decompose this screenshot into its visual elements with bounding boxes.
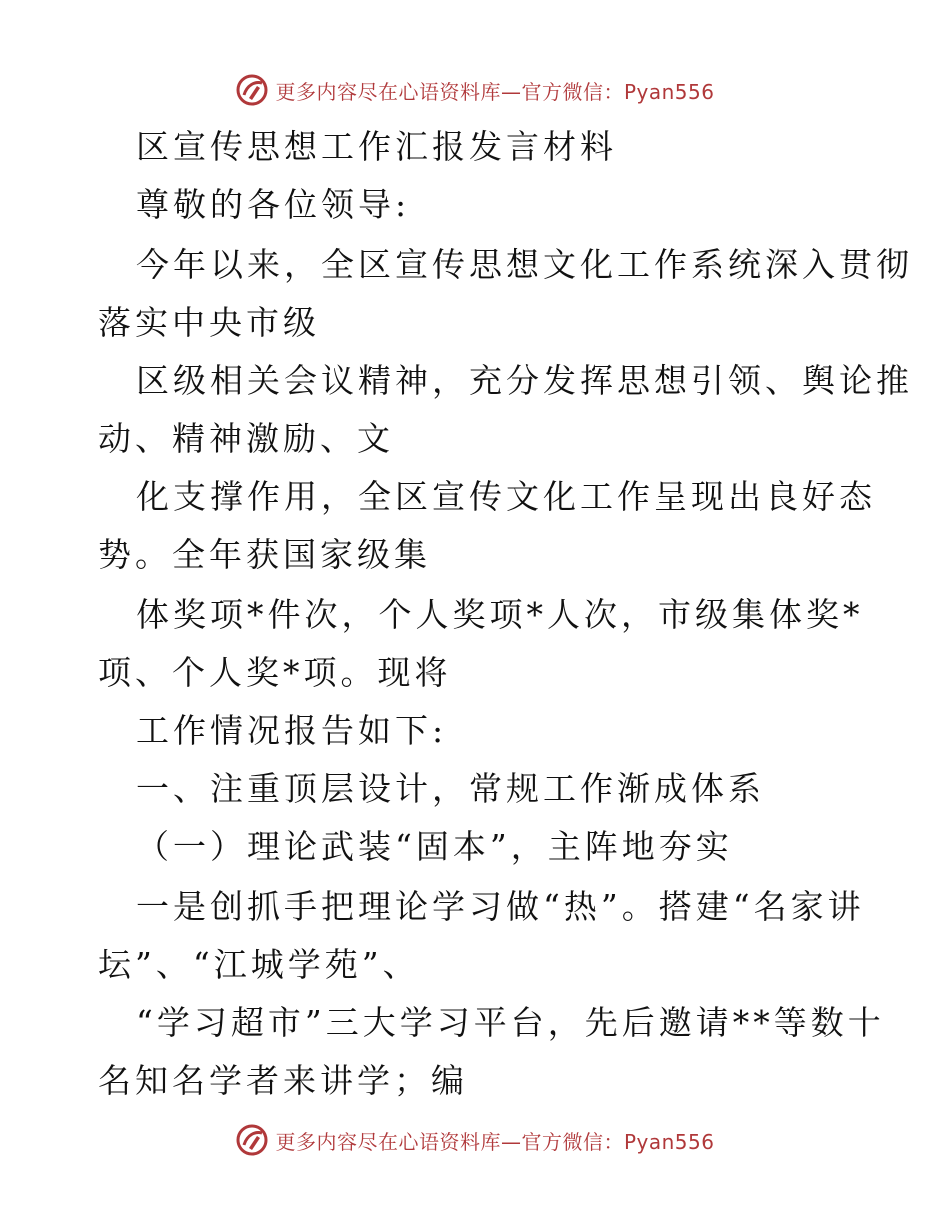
paragraph-line: 项、个人奖*项。现将 [98, 653, 452, 692]
paragraph-line: 工作情况报告如下: [136, 711, 448, 750]
paragraph-line: 坛”、“江城学苑”、 [98, 945, 420, 984]
swirl-pen-logo-icon [235, 73, 269, 107]
footer-watermark [0, 1120, 950, 1160]
paragraph-line: 区级相关会议精神，充分发挥思想引领、舆论推 [136, 361, 913, 400]
watermark-text: 更多内容尽在心语资料库—官方微信：Pyan556 [275, 79, 715, 104]
paragraph-line: 一是创抓手把理论学习做“热”。搭建“名家讲 [136, 887, 865, 926]
section-heading: 一、注重顶层设计，常规工作渐成体系 [136, 769, 765, 808]
watermark-text: 更多内容尽在心语资料库—官方微信：Pyan556 [275, 1129, 715, 1154]
paragraph-line: “学习超市”三大学习平台，先后邀请**等数十 [136, 1003, 885, 1042]
paragraph-line: 体奖项*件次，个人奖项*人次，市级集体奖* [136, 595, 864, 634]
swirl-pen-logo-icon [235, 1123, 269, 1157]
paragraph-line: 势。全年获国家级集 [98, 535, 431, 574]
paragraph-line: 名知名学者来讲学；编 [98, 1061, 468, 1100]
paragraph-line: 落实中央市级 [98, 303, 320, 342]
document-title: 区宣传思想工作汇报发言材料 [136, 127, 617, 166]
paragraph-line: 动、精神激励、文 [98, 419, 394, 458]
paragraph-line: 今年以来，全区宣传思想文化工作系统深入贯彻 [136, 245, 913, 284]
header-watermark [0, 70, 950, 110]
subsection-heading: （一）理论武装“固本”，主阵地夯实 [136, 827, 733, 866]
salutation: 尊敬的各位领导: [136, 185, 411, 224]
paragraph-line: 化支撑作用，全区宣传文化工作呈现出良好态 [136, 477, 876, 516]
